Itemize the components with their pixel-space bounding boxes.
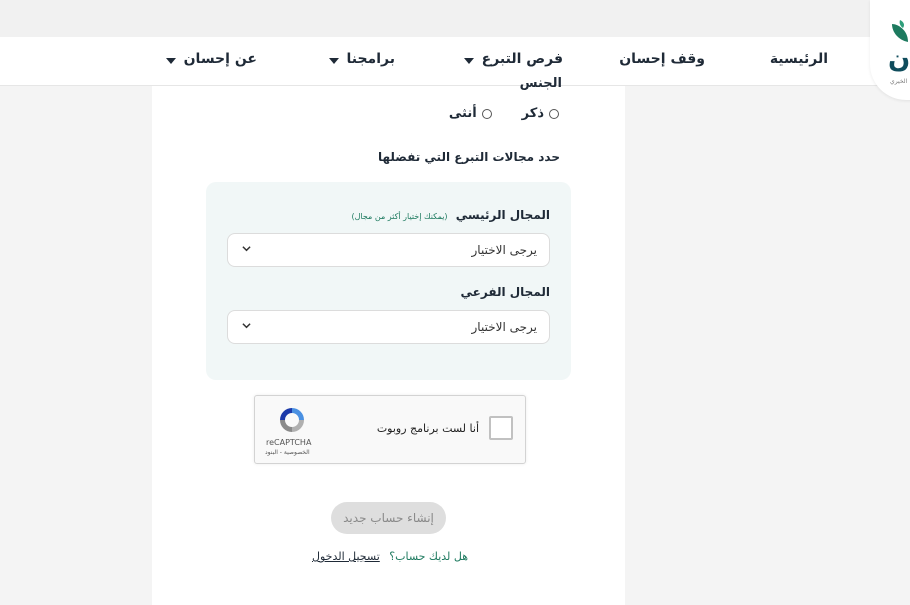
sub-field-select[interactable]: [227, 310, 550, 344]
nav-item-waqf[interactable]: [619, 51, 705, 67]
sub-field-label: [461, 285, 550, 299]
select-value: يرجى الاختيار: [471, 320, 537, 334]
radio-label: أنثى: [448, 106, 477, 121]
chevron-down-icon: [242, 244, 251, 253]
recaptcha-brand: reCAPTCHA: [266, 438, 312, 447]
nav-item-home[interactable]: [770, 51, 828, 67]
nav-item-label: وقف إحسان: [619, 51, 705, 67]
recaptcha-widget: [254, 395, 526, 464]
nav-item-donation-opportunities[interactable]: [464, 51, 563, 67]
logo-subtext: الخيري: [890, 78, 908, 85]
nav-item-about[interactable]: [166, 51, 257, 67]
caret-down-icon: [464, 58, 474, 64]
signup-form-card: [152, 76, 625, 605]
recaptcha-logo-icon: [277, 405, 307, 435]
site-logo[interactable]: [870, 0, 910, 100]
main-nav: [0, 37, 910, 86]
nav-item-label: عن إحسان: [183, 51, 257, 67]
radio-label: ذكر: [521, 106, 544, 121]
radio-button[interactable]: [549, 109, 559, 119]
login-link[interactable]: تسجيل الدخول: [312, 550, 380, 563]
donation-fields-panel: [206, 182, 571, 380]
main-field-hint: (يمكنك إختيار أكثر من مجال): [351, 212, 448, 221]
select-value: يرجى الاختيار: [471, 243, 537, 257]
leaf-icon: [890, 20, 910, 44]
gender-radio-group: [449, 106, 559, 121]
sub-field-label-text: المجال الفرعي: [460, 285, 550, 299]
main-field-label: [351, 208, 550, 222]
caret-down-icon: [166, 58, 176, 64]
login-question: هل لديك حساب؟: [389, 550, 469, 563]
radio-button[interactable]: [482, 109, 492, 119]
nav-item-programs[interactable]: [329, 51, 396, 67]
main-field-label-text: المجال الرئيسي: [455, 208, 550, 222]
caret-down-icon: [329, 58, 339, 64]
top-strip: [0, 0, 910, 37]
gender-option-female[interactable]: [449, 106, 492, 121]
donation-fields-heading: حدد مجالات التبرع التي تفضلها: [377, 150, 560, 164]
recaptcha-terms-link[interactable]: الخصوصية - البنود: [265, 449, 310, 456]
login-prompt: [312, 550, 468, 563]
main-field-select[interactable]: [227, 233, 550, 267]
gender-option-male[interactable]: [522, 106, 559, 121]
gender-label: الجنس: [519, 76, 562, 91]
create-account-button[interactable]: إنشاء حساب جديد: [331, 502, 446, 534]
chevron-down-icon: [242, 321, 251, 330]
nav-item-label: الرئيسية: [769, 51, 828, 67]
nav-item-label: برامجنا: [346, 51, 395, 67]
recaptcha-label: أنا لست برنامج روبوت: [376, 422, 479, 435]
logo-letter: ن: [888, 44, 910, 74]
nav-item-label: فرص التبرع: [481, 51, 563, 67]
recaptcha-checkbox[interactable]: [489, 416, 513, 440]
